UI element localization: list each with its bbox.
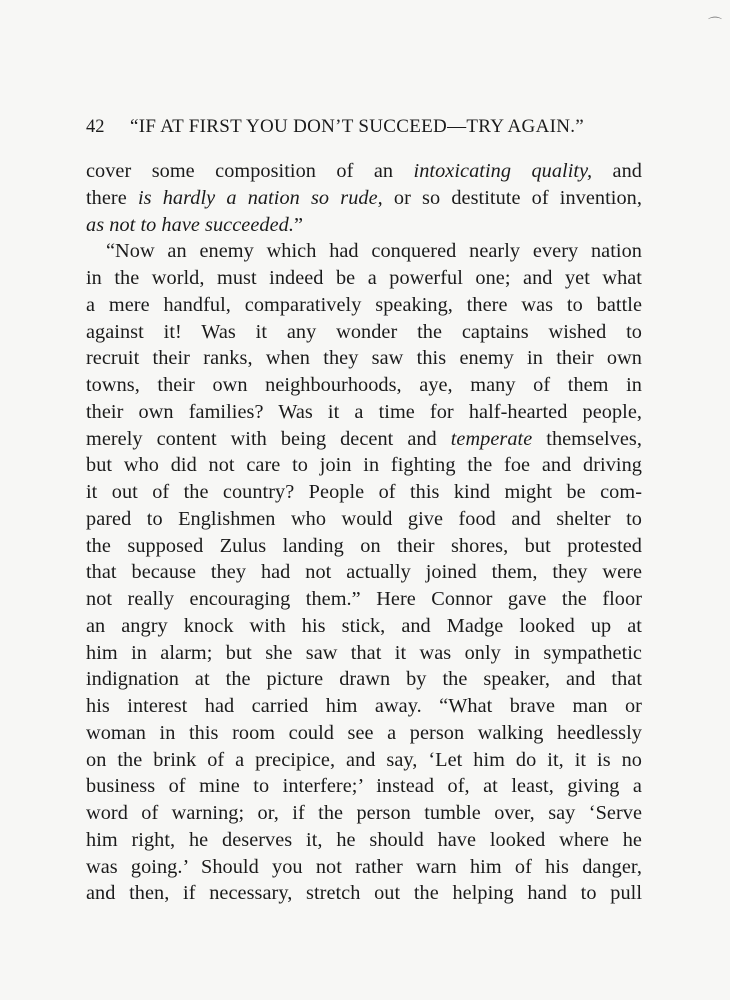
- text-segment: but who did not care to join in fighting the foe and driving: [86, 454, 642, 477]
- text-line: [86, 265, 642, 292]
- running-head: [86, 112, 646, 142]
- text-segment: ”: [293, 213, 303, 236]
- text-segment: in the world, must indeed be a powerful one; and yet what: [86, 267, 642, 289]
- text-segment: not really encouraging them.” Here Connor gave the floor: [86, 588, 642, 610]
- text-line: [86, 185, 642, 212]
- text-segment: an angry knock with his stick, and Madge looked up at: [86, 614, 642, 637]
- text-line: [86, 854, 642, 881]
- text-segment: it out of the country? People of this kind might be com-: [86, 481, 642, 503]
- text-segment: that because they had not actually joined them, they were: [86, 561, 642, 584]
- italic-text: intoxicating quality,: [413, 160, 593, 182]
- text-line: [86, 452, 642, 479]
- text-line: [86, 720, 642, 747]
- text-segment: business of mine to interfere;’ instead of, at least, giving a: [86, 775, 642, 798]
- italic-text: temperate: [450, 427, 533, 450]
- corner-mark: ⌒: [708, 18, 722, 33]
- text-segment: and: [592, 160, 642, 182]
- body-text: [86, 158, 642, 907]
- text-line: [86, 773, 642, 800]
- text-line: [86, 586, 642, 613]
- text-line: [86, 319, 642, 346]
- text-segment: him in alarm; but she saw that it was only in sympathetic: [86, 641, 642, 664]
- text-line: [86, 506, 642, 533]
- text-segment: their own families? Was it a time for half-hearted people,: [86, 400, 642, 423]
- text-segment: his interest had carried him away. “What brave man or: [86, 695, 642, 717]
- page-number: 42: [86, 117, 105, 137]
- text-line: [86, 827, 642, 854]
- text-segment: was going.’ Should you not rather warn him of his danger,: [86, 855, 642, 878]
- text-line: [86, 479, 642, 506]
- text-line: [86, 238, 642, 265]
- text-segment: him right, he deserves it, he should have looked where he: [86, 828, 642, 851]
- text-line: [86, 212, 642, 239]
- text-segment: and then, if necessary, stretch out the helping hand to pull: [86, 882, 642, 905]
- text-line: [86, 640, 642, 667]
- text-segment: or so destitute of invention,: [382, 186, 642, 209]
- text-segment: against it! Was it any wonder the captains wished to: [86, 320, 642, 343]
- text-line: [86, 559, 642, 586]
- text-segment: merely content with being decent and: [86, 427, 451, 450]
- text-segment: themselves,: [532, 427, 642, 450]
- text-segment: pared to Englishmen who would give food and shelter to: [86, 507, 642, 530]
- text-line: [86, 880, 642, 907]
- text-segment: indignation at the picture drawn by the speaker, and that: [86, 668, 642, 691]
- text-line: [86, 345, 642, 372]
- text-line: [86, 800, 642, 827]
- text-line: [86, 666, 642, 693]
- text-line: [86, 292, 642, 319]
- running-head-title: “IF AT FIRST YOU DON’T SUCCEED—TRY AGAIN.”: [130, 116, 585, 137]
- text-segment: there: [86, 186, 138, 209]
- text-segment: “Now an enemy which had conquered nearly every nation: [106, 240, 642, 263]
- text-segment: a mere handful, comparatively speaking, there was to battle: [86, 293, 642, 316]
- text-segment: cover some composition of an: [86, 160, 414, 182]
- text-line: [86, 613, 642, 640]
- text-segment: word of warning; or, if the person tumble over, say ‘Serve: [86, 802, 642, 824]
- text-line: [86, 747, 642, 774]
- text-line: [86, 158, 642, 185]
- text-line: [86, 372, 642, 399]
- text-segment: on the brink of a precipice, and say, ‘Let him do it, it is no: [86, 748, 642, 771]
- text-line: [86, 693, 642, 720]
- text-segment: recruit their ranks, when they saw this enemy in their own: [86, 347, 642, 370]
- text-segment: woman in this room could see a person walking heedlessly: [86, 721, 642, 744]
- italic-text: as not to have succeeded.: [86, 213, 294, 236]
- text-segment: towns, their own neighbourhoods, aye, many of them in: [86, 374, 642, 396]
- text-line: [86, 533, 642, 560]
- text-line: [86, 399, 642, 426]
- text-line: [86, 426, 642, 453]
- text-segment: the supposed Zulus landing on their shores, but protested: [86, 534, 642, 557]
- italic-text: is hardly a nation so rude,: [137, 186, 383, 209]
